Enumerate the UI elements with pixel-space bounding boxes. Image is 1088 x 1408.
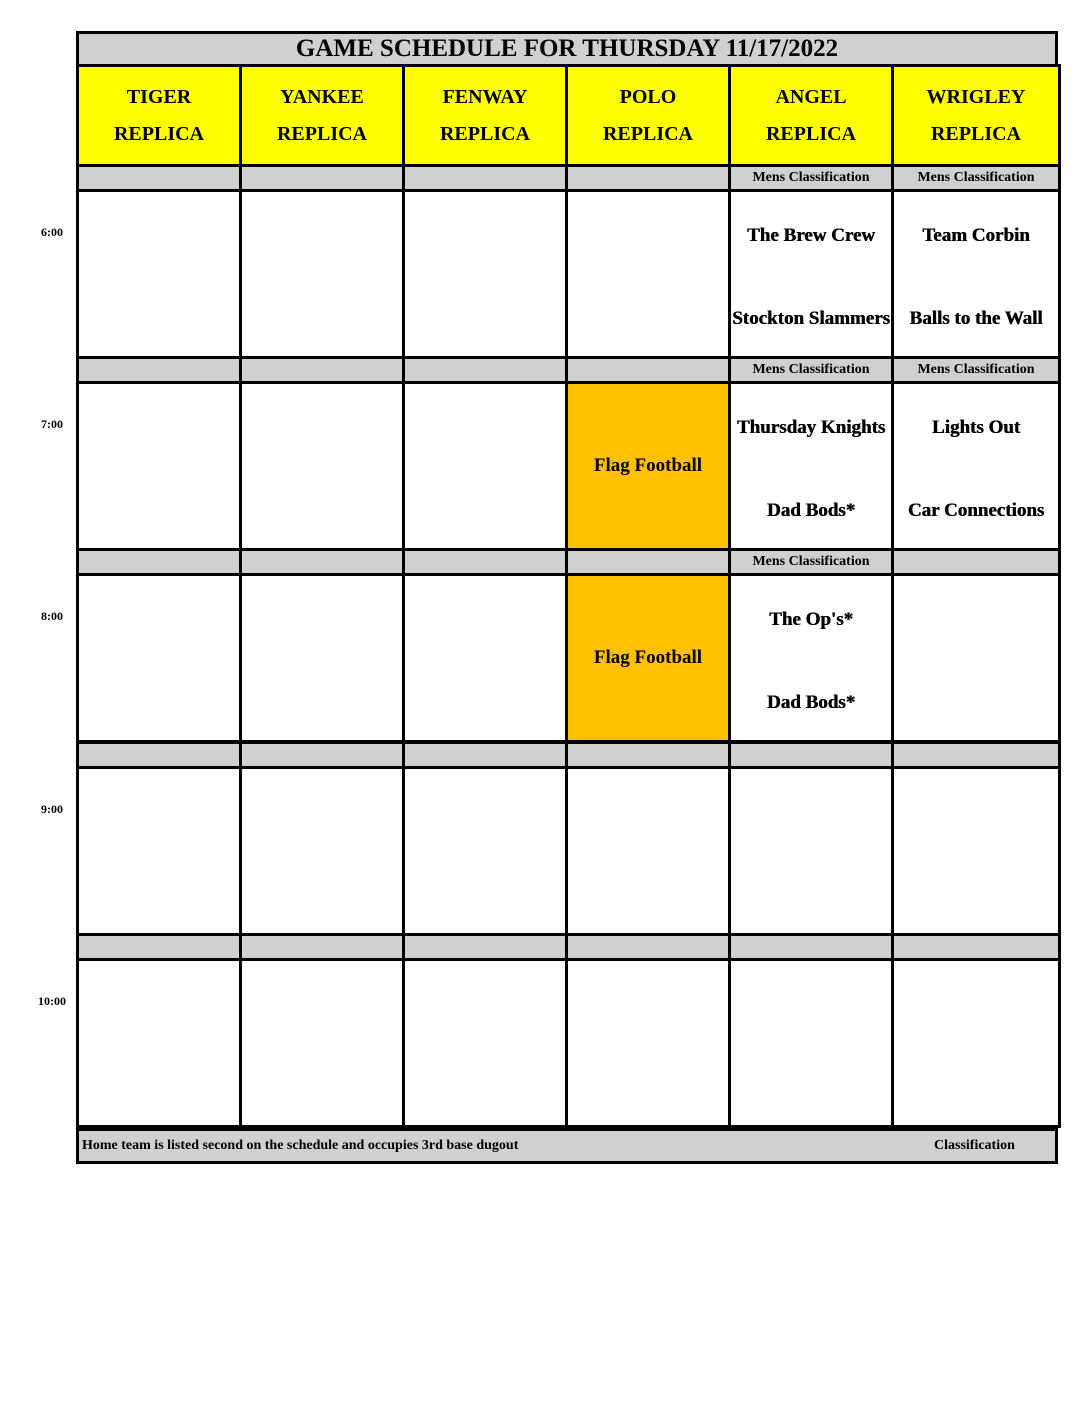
home-team: Balls to the Wall (909, 307, 1043, 329)
classification-label (728, 741, 894, 769)
field-subtitle: REPLICA (276, 122, 367, 145)
classification-label (891, 741, 1061, 769)
classification-label: Mens Classification (728, 548, 894, 576)
game-cell (565, 189, 731, 359)
field-header-0 (76, 64, 242, 167)
game-cell (402, 766, 568, 936)
classification-label (239, 356, 405, 384)
field-subtitle: REPLICA (113, 122, 204, 145)
classification-label (728, 933, 894, 961)
field-subtitle: REPLICA (930, 122, 1021, 145)
classification-label (402, 356, 568, 384)
game-cell (891, 766, 1061, 936)
matchup-cell (891, 381, 1061, 551)
away-team: Team Corbin (922, 224, 1030, 246)
field-subtitle: REPLICA (602, 122, 693, 145)
game-cell (76, 573, 242, 743)
time-label: 6:00 (41, 225, 63, 239)
home-team: Car Connections (907, 499, 1045, 521)
classification-label (76, 164, 242, 192)
game-cell (402, 381, 568, 551)
game-cell (76, 958, 242, 1128)
field-subtitle: REPLICA (439, 122, 530, 145)
matchup-cell (728, 189, 894, 359)
flag-football-cell (565, 381, 731, 551)
classification-label: Mens Classification (891, 356, 1061, 384)
classification-label (239, 933, 405, 961)
game-cell (76, 189, 242, 359)
home-team: Dad Bods* (766, 499, 856, 521)
game-cell (402, 573, 568, 743)
game-cell (239, 766, 405, 936)
page-title: GAME SCHEDULE FOR THURSDAY 11/17/2022 (76, 31, 1058, 67)
classification-label (76, 548, 242, 576)
game-cell (565, 766, 731, 936)
game-cell (76, 381, 242, 551)
classification-label (402, 548, 568, 576)
game-cell (239, 958, 405, 1128)
classification-label (402, 933, 568, 961)
field-header-4 (728, 64, 894, 167)
field-name: FENWAY (442, 85, 528, 108)
game-cell (402, 958, 568, 1128)
home-team: Dad Bods* (766, 691, 856, 713)
field-header-3 (565, 64, 731, 167)
field-subtitle: REPLICA (765, 122, 856, 145)
field-header-1 (239, 64, 405, 167)
field-name: WRIGLEY (926, 85, 1026, 108)
game-cell (402, 189, 568, 359)
classification-label (565, 164, 731, 192)
game-cell (239, 573, 405, 743)
matchup-cell (891, 189, 1061, 359)
event-label: Flag Football (593, 647, 703, 668)
field-name: POLO (619, 85, 677, 108)
classification-label: Mens Classification (728, 164, 894, 192)
game-cell (728, 958, 894, 1128)
game-cell (891, 958, 1061, 1128)
classification-label (565, 356, 731, 384)
classification-label (239, 548, 405, 576)
classification-label (76, 356, 242, 384)
classification-label (76, 933, 242, 961)
field-header-5 (891, 64, 1061, 167)
flag-football-cell (565, 573, 731, 743)
classification-label (239, 164, 405, 192)
game-cell (76, 766, 242, 936)
footer-classification: Classification (934, 1138, 1015, 1153)
classification-label (76, 741, 242, 769)
classification-label (565, 548, 731, 576)
classification-label (891, 548, 1061, 576)
game-cell (239, 189, 405, 359)
time-label: 8:00 (41, 609, 63, 623)
classification-label (402, 164, 568, 192)
classification-label (565, 741, 731, 769)
event-label: Flag Football (593, 455, 703, 476)
game-cell (565, 958, 731, 1128)
footer-note: Home team is listed second on the schedule and occupies 3rd base dugout (82, 1138, 519, 1153)
classification-label (891, 933, 1061, 961)
away-team: The Brew Crew (746, 224, 876, 246)
field-header-2 (402, 64, 568, 167)
footer-bar (76, 1128, 1058, 1164)
time-label: 7:00 (41, 417, 63, 431)
game-cell (239, 381, 405, 551)
time-label: 9:00 (41, 802, 63, 816)
game-cell (728, 766, 894, 936)
field-name: YANKEE (280, 85, 364, 108)
field-name: ANGEL (775, 85, 847, 108)
classification-label: Mens Classification (728, 356, 894, 384)
game-cell (891, 573, 1061, 743)
matchup-cell (728, 573, 894, 743)
away-team: The Op's* (769, 608, 853, 630)
field-name: TIGER (126, 85, 192, 108)
classification-label: Mens Classification (891, 164, 1061, 192)
home-team: Stockton Slammers (732, 307, 890, 329)
classification-label (402, 741, 568, 769)
classification-label (565, 933, 731, 961)
away-team: Thursday Knights (736, 416, 886, 438)
time-label: 10:00 (38, 994, 66, 1008)
matchup-cell (728, 381, 894, 551)
away-team: Lights Out (931, 416, 1021, 438)
classification-label (239, 741, 405, 769)
